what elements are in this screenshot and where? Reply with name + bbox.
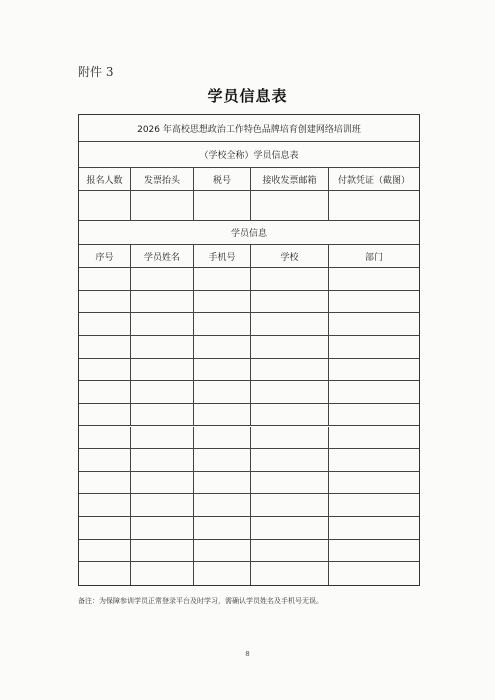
table-subtitle-row [79, 142, 419, 168]
student-cell-phone[interactable] [194, 472, 251, 494]
student-cell-school[interactable] [251, 540, 329, 562]
student-cell-index[interactable] [79, 404, 131, 426]
student-cell-phone[interactable] [194, 449, 251, 471]
table-row [79, 472, 419, 495]
student-cell-school[interactable] [251, 336, 329, 358]
registration-value-row [79, 191, 419, 221]
reg-header-count: 报名人数 [79, 168, 131, 190]
student-cell-school[interactable] [251, 472, 329, 494]
table-row [79, 336, 419, 359]
page-title: 学员信息表 [207, 87, 288, 105]
table-row [79, 291, 419, 314]
student-cell-school[interactable] [251, 449, 329, 471]
student-cell-name[interactable] [131, 313, 194, 335]
table-row [79, 313, 419, 336]
student-cell-department[interactable] [329, 449, 419, 471]
student-cell-phone[interactable] [194, 517, 251, 539]
student-cell-school[interactable] [251, 359, 329, 381]
student-cell-name[interactable] [131, 517, 194, 539]
reg-header-tax-id: 税号 [194, 168, 251, 190]
student-cell-phone[interactable] [194, 359, 251, 381]
reg-header-invoice-email: 接收发票邮箱 [251, 168, 329, 190]
student-cell-school[interactable] [251, 291, 329, 313]
student-cell-phone[interactable] [194, 336, 251, 358]
student-cell-school[interactable] [251, 562, 329, 585]
student-cell-department[interactable] [329, 494, 419, 516]
student-cell-name[interactable] [131, 427, 194, 449]
footnote: 备注：为保障参训学员正常登录平台及时学习，需确认学员姓名及手机号无误。 [78, 597, 323, 605]
student-cell-school[interactable] [251, 427, 329, 449]
student-cell-department[interactable] [329, 517, 419, 539]
page-number: 8 [245, 650, 250, 658]
student-cell-name[interactable] [131, 291, 194, 313]
student-cell-phone[interactable] [194, 494, 251, 516]
reg-header-invoice-title: 发票抬头 [131, 168, 194, 190]
student-cell-index[interactable] [79, 336, 131, 358]
table-row [79, 449, 419, 472]
table-row [79, 268, 419, 291]
student-cell-phone[interactable] [194, 562, 251, 585]
student-cell-index[interactable] [79, 291, 131, 313]
student-cell-phone[interactable] [194, 540, 251, 562]
student-cell-phone[interactable] [194, 427, 251, 449]
section-label-row [79, 221, 419, 245]
student-cell-index[interactable] [79, 449, 131, 471]
student-cell-phone[interactable] [194, 291, 251, 313]
student-cell-name[interactable] [131, 494, 194, 516]
student-cell-index[interactable] [79, 494, 131, 516]
student-cell-department[interactable] [329, 336, 419, 358]
student-cell-phone[interactable] [194, 313, 251, 335]
student-cell-department[interactable] [329, 472, 419, 494]
student-cell-phone[interactable] [194, 381, 251, 403]
student-cell-index[interactable] [79, 427, 131, 449]
table-row [79, 540, 419, 563]
student-cell-school[interactable] [251, 268, 329, 290]
student-cell-index[interactable] [79, 472, 131, 494]
student-cell-phone[interactable] [194, 268, 251, 290]
table-row [79, 359, 419, 382]
table-row [79, 427, 419, 450]
student-cell-index[interactable] [79, 562, 131, 585]
student-cell-department[interactable] [329, 404, 419, 426]
student-cell-department[interactable] [329, 540, 419, 562]
student-cell-department[interactable] [329, 313, 419, 335]
reg-value-invoice-title[interactable] [131, 191, 194, 220]
student-cell-department[interactable] [329, 268, 419, 290]
student-cell-index[interactable] [79, 359, 131, 381]
student-cell-school[interactable] [251, 381, 329, 403]
reg-value-invoice-email[interactable] [251, 191, 329, 220]
table-subtitle: （学校全称）学员信息表 [199, 151, 299, 161]
student-cell-index[interactable] [79, 313, 131, 335]
student-cell-name[interactable] [131, 336, 194, 358]
student-cell-department[interactable] [329, 291, 419, 313]
student-cell-department[interactable] [329, 562, 419, 585]
table-row [79, 404, 419, 427]
student-info-table [78, 114, 420, 586]
student-header-name: 学员姓名 [131, 245, 194, 267]
table-row [79, 562, 419, 585]
student-cell-index[interactable] [79, 517, 131, 539]
section-label: 学员信息 [230, 229, 267, 239]
table-row [79, 517, 419, 540]
attachment-label: 附件 3 [78, 65, 114, 79]
student-cell-name[interactable] [131, 472, 194, 494]
student-header-row [79, 245, 419, 268]
student-cell-name[interactable] [131, 268, 194, 290]
student-cell-department[interactable] [329, 381, 419, 403]
student-cell-school[interactable] [251, 313, 329, 335]
registration-header-row [79, 168, 419, 191]
student-cell-school[interactable] [251, 517, 329, 539]
student-cell-department[interactable] [329, 427, 419, 449]
student-cell-name[interactable] [131, 449, 194, 471]
course-title: 2026 年高校思想政治工作特色品牌培育创建网络培训班 [137, 124, 361, 135]
table-row [79, 494, 419, 517]
student-cell-school[interactable] [251, 404, 329, 426]
student-cell-index[interactable] [79, 268, 131, 290]
table-row [79, 381, 419, 404]
student-cell-index[interactable] [79, 381, 131, 403]
student-header-department: 部门 [364, 252, 383, 263]
student-header-school: 学校 [251, 245, 329, 267]
student-cell-name[interactable] [131, 404, 194, 426]
reg-value-count[interactable] [79, 191, 131, 220]
course-title-row [79, 115, 419, 142]
reg-header-payment-proof: 付款凭证（截图） [337, 175, 410, 186]
student-cell-name[interactable] [131, 562, 194, 585]
student-cell-phone[interactable] [194, 404, 251, 426]
student-cell-name[interactable] [131, 540, 194, 562]
student-cell-school[interactable] [251, 494, 329, 516]
student-cell-name[interactable] [131, 359, 194, 381]
reg-value-payment-proof[interactable] [329, 191, 419, 220]
student-cell-department[interactable] [329, 359, 419, 381]
student-cell-name[interactable] [131, 381, 194, 403]
reg-value-tax-id[interactable] [194, 191, 251, 220]
student-cell-index[interactable] [79, 540, 131, 562]
student-header-index: 序号 [79, 245, 131, 267]
student-header-phone: 手机号 [194, 245, 251, 267]
